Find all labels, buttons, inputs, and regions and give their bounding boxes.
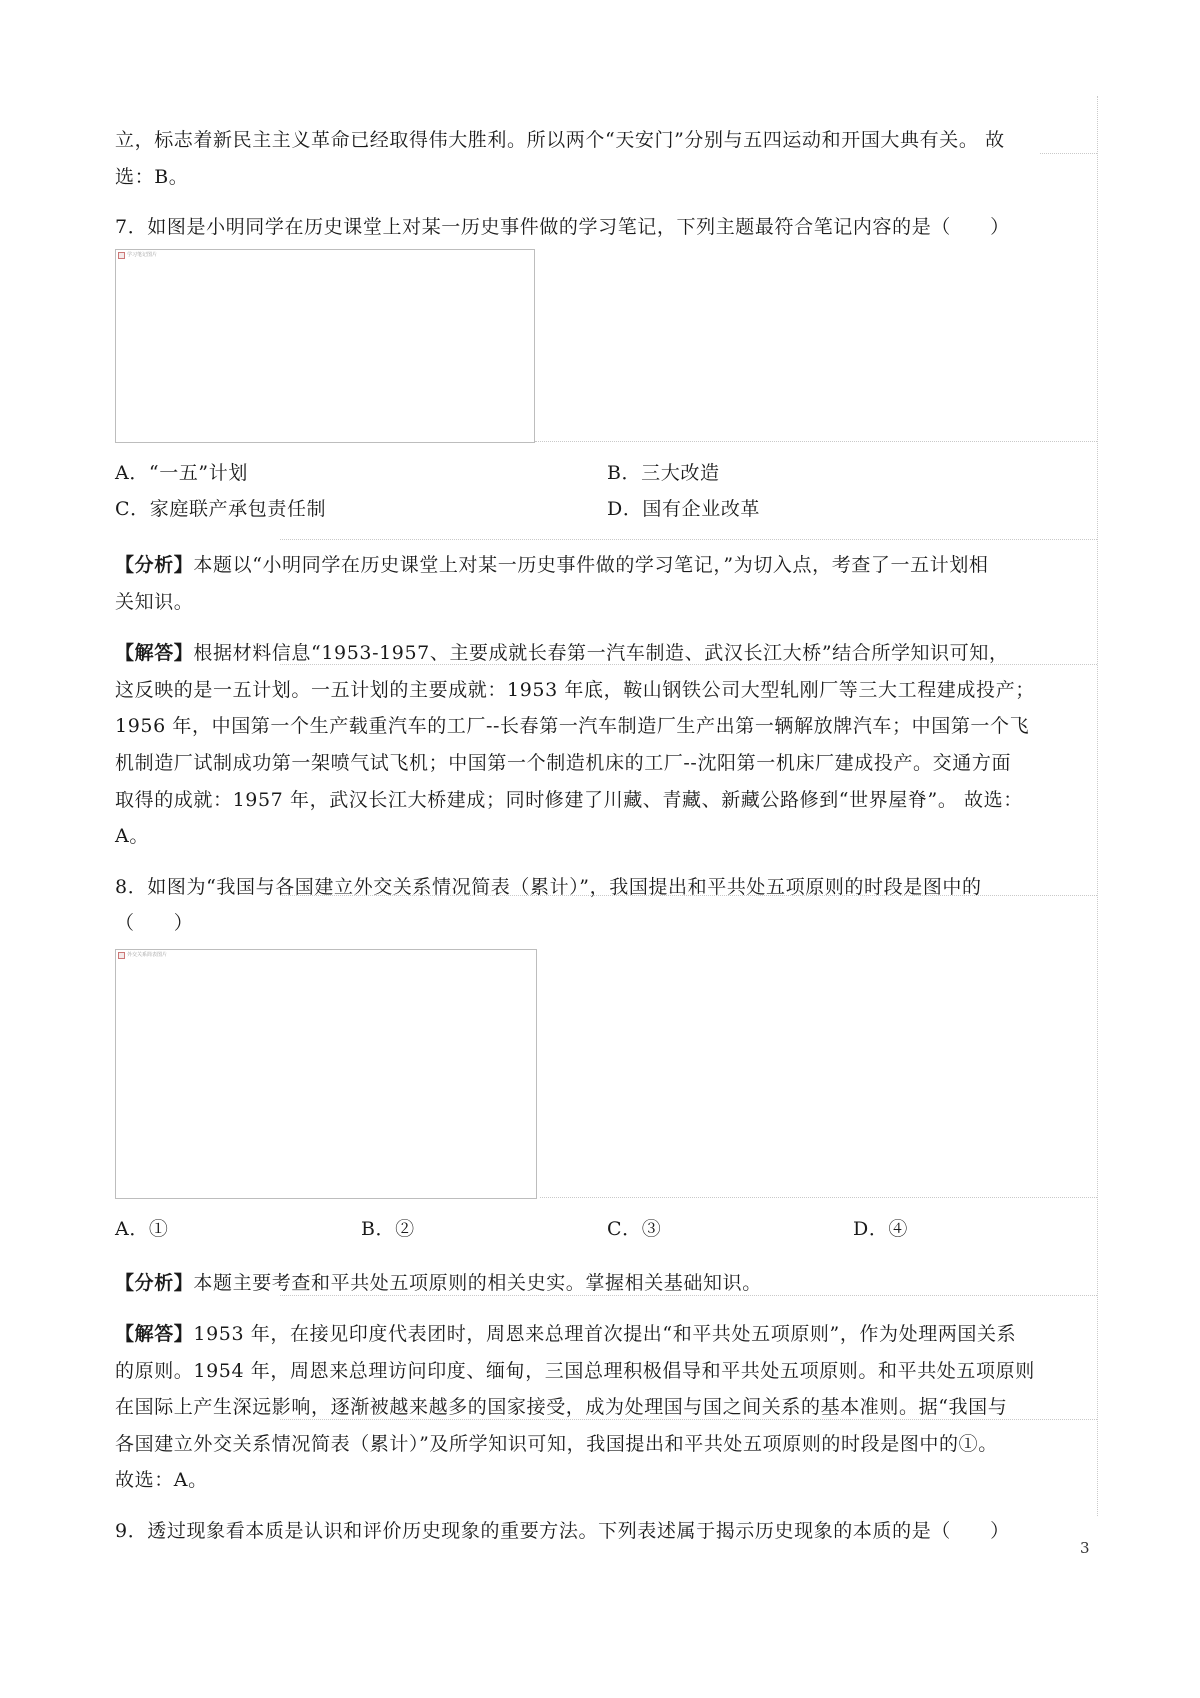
q8-analysis-line-1 bbox=[115, 1270, 1095, 1296]
q7-answer-line-4: 机制造厂试制成功第一架喷气试飞机；中国第一个制造机床的工厂--沈阳第一机床厂建成投产。交通方面 bbox=[115, 752, 1012, 774]
q8-answer-line-4: 各国建立外交关系情况简表（累计）”及所学知识可知，我国提出和平共处五项原则的时段是图中的①。 bbox=[115, 1433, 998, 1455]
row-guide bbox=[1040, 153, 1097, 154]
q8-option-b: B．② bbox=[361, 1218, 415, 1240]
q8-stem-line-1: 8．如图为“我国与各国建立外交关系情况简表（累计）”，我国提出和平共处五项原则的时段是图中的 bbox=[115, 876, 982, 898]
q8-answer-line-3: 在国际上产生深远影响，逐渐被越来越多的国家接受，成为处理国与国之间关系的基本准则。据“我国与 bbox=[115, 1396, 1008, 1418]
q7-image bbox=[115, 249, 535, 443]
q7-answer-line-1 bbox=[115, 640, 1095, 666]
q7-image-alt: 学习笔记图片 bbox=[127, 252, 158, 258]
analysis-tag: 【分析】 bbox=[115, 1272, 194, 1294]
answer-tag: 【解答】 bbox=[115, 1323, 194, 1345]
q7-option-c: C．家庭联产承包责任制 bbox=[115, 498, 327, 520]
answer-tag: 【解答】 bbox=[115, 642, 194, 664]
q8-image-alt: 外交关系简表图片 bbox=[127, 952, 168, 958]
q8-image bbox=[115, 949, 537, 1199]
page-number: 3 bbox=[1080, 1539, 1090, 1557]
row-guide bbox=[540, 1197, 1097, 1198]
q7-option-d: D．国有企业改革 bbox=[607, 498, 761, 520]
q7-analysis-text-1: 本题以“小明同学在历史课堂上对某一历史事件做的学习笔记，”为切入点，考查了一五计划相 bbox=[193, 554, 989, 576]
q7-answer-line-5: 取得的成就：1957 年，武汉长江大桥建成；同时修建了川藏、青藏、新藏公路修到“世界屋脊”。 故选： bbox=[115, 789, 1023, 811]
broken-image-icon bbox=[118, 252, 125, 259]
analysis-tag: 【分析】 bbox=[115, 554, 194, 576]
q7-analysis-line-1 bbox=[115, 552, 1095, 578]
q9-stem: 9．透过现象看本质是认识和评价历史现象的重要方法。下列表述属于揭示历史现象的本质的是（ ） bbox=[115, 1520, 1010, 1542]
q7-analysis-line-2: 关知识。 bbox=[115, 591, 194, 613]
q7-option-b: B．三大改造 bbox=[607, 462, 720, 484]
carryover-line-1: 立，标志着新民主主义革命已经取得伟大胜利。所以两个“天安门”分别与五四运动和开国大典有关。 故 bbox=[115, 129, 1005, 151]
q7-stem: 7．如图是小明同学在历史课堂上对某一历史事件做的学习笔记，下列主题最符合笔记内容的是（ ） bbox=[115, 216, 1010, 238]
q8-answer-line-1 bbox=[115, 1321, 1095, 1347]
q8-answer-line-5: 故选：A。 bbox=[115, 1469, 208, 1491]
right-margin-guide bbox=[1097, 96, 1098, 1516]
q8-answer-line-2: 的原则。1954 年，周恩来总理访问印度、缅甸，三国总理积极倡导和平共处五项原则。和平共处五项原则 bbox=[115, 1360, 1035, 1382]
broken-image-icon bbox=[118, 952, 125, 959]
q7-option-a: A．“一五”计划 bbox=[115, 462, 248, 484]
row-guide bbox=[280, 539, 1097, 540]
q8-analysis-text-1: 本题主要考查和平共处五项原则的相关史实。掌握相关基础知识。 bbox=[193, 1272, 762, 1294]
q7-answer-line-2: 这反映的是一五计划。一五计划的主要成就：1953 年底，鞍山钢铁公司大型轧刚厂等三大工程建成投产； bbox=[115, 679, 1035, 701]
row-guide bbox=[535, 441, 1097, 442]
q8-option-c: C．③ bbox=[607, 1218, 662, 1240]
q7-answer-text-1: 根据材料信息“1953-1957、主要成就长春第一汽车制造、武汉长江大桥”结合所学知识可知， bbox=[193, 642, 1009, 664]
q8-answer-text-1: 1953 年，在接见印度代表团时，周恩来总理首次提出“和平共处五项原则”，作为处理两国关系 bbox=[193, 1323, 1017, 1345]
q8-stem-line-2: （ ） bbox=[115, 912, 194, 934]
carryover-line-2: 选：B。 bbox=[115, 166, 189, 188]
q8-option-d: D．④ bbox=[853, 1218, 909, 1240]
q7-answer-line-6: A。 bbox=[115, 825, 149, 847]
q7-answer-line-3: 1956 年，中国第一个生产载重汽车的工厂--长春第一汽车制造厂生产出第一辆解放牌汽车；中国第一个飞 bbox=[115, 715, 1030, 737]
q8-option-a: A．① bbox=[115, 1218, 169, 1240]
